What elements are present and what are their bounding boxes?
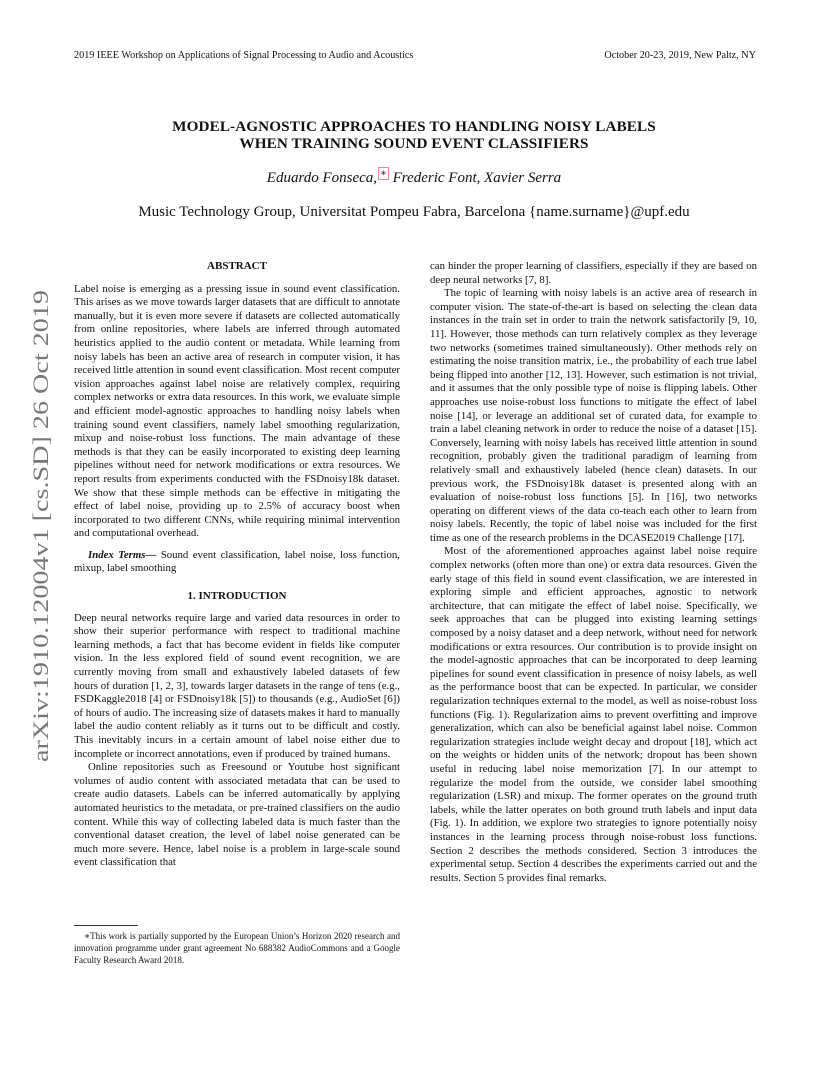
title-line-2: WHEN TRAINING SOUND EVENT CLASSIFIERS [239,135,589,152]
author-first: Eduardo Fonseca, [266,170,378,186]
index-terms-label: Index Terms— [88,548,157,561]
arxiv-sidebar-svg [16,290,60,762]
intro-paragraph-4: Most of the aforementioned approaches against label noise require complex networks (often more than one) or extra data resources. Given the early stage of this field in sound event classification, we are interested in exploring simple and efficient approaches, agnostic to network architecture, that can mitigate the effect of label noise. Specifically, we seek approaches that can be plugged into existing learning settings composed by a noisy dataset and a deep network, without need for network modifications or extra resources. Our contribution is to provide insight on the model-agnostic approaches that can be incorporated to deep learning pipelines for sound event classification in presence of noisy labels, as well as the performance boost that can be expected. In particular, we consider regularization techniques external to the model, as well as noise-robust loss functions (Fig. 1). Regularization aims to prevent overfitting and improve generalization, which can also be beneficial against label noise. Common regularization strategies include weight decay and dropout [18], which act on the weights or hidden units of the network; dropout has been shown useful in reducing label noise memorization [7]. In our attempt to regularize the model from the outside, we consider label smoothing regularization (LSR) and mixup. The former operates on the ground truth labels, while the latter operates on both ground truth labels and input data (Fig. 1). In addition, we explore two strategies to ignore potentially noisy instances in the learning process through noise-robust loss functions. Section 2 describes the methods considered. Section 3 introduces the experimental setup. Section 4 describes the experiments carried out and the results. Section 5 provides final remarks. [430,545,757,884]
running-header-left: 2019 IEEE Workshop on Applications of Signal Processing to Audio and Acoustics [74,50,414,61]
section-heading-intro: 1. INTRODUCTION [187,590,287,603]
footnote [74,931,400,966]
paper-title [0,118,828,152]
arxiv-identifier: arXiv:1910.12004v1 [cs.SD] 26 Oct 2019 [28,392,53,762]
title-line-1: MODEL-AGNOSTIC APPROACHES TO HANDLING NOISY LABELS [172,118,656,135]
right-column [430,260,757,885]
intro-paragraph-3: The topic of learning with noisy labels is an active area of research in computer vision. The state-of-the-art is based on selecting the clean data instances in the train set in order to train the network satisfactorily [9, 10, 11]. However, those methods can turn relatively complex as they leverage two networks (sometimes trained simultaneously). Other methods rely on estimating the noise transition matrix, i.e., the probability of each true label being flipped into another [12, 13]. However, such estimation is not trivial, and it assumes that the only possible type of noise is flipping labels. Other approaches use noise-robust loss functions to mitigate the effect of label noise [14], or leverage an additional set of curated data, for example to train a label cleaning network in order to reduce the noise of a dataset [15]. Conversely, learning with noisy labels has received little attention in sound recognition, probably given the traditional paradigm of learning from relatively small and exhaustively labeled (hence clean) datasets. In our previous work, the FSDnoisy18k dataset is presented along with an evaluation of noise-robust loss functions [5]. In [16], two networks operating on different views of the data co-teach each other to learn from noisy labels. Recently, the topic of label noise was included for the first time as one of the research problems in the DCASE2019 Challenge [17]. [430,287,757,544]
abstract-body: Label noise is emerging as a pressing issue in sound event classification. This arises as we move towards larger datasets that are difficult to annotate manually, but it is even more severe if datasets are collected automatically from online repositories, where labels are inferred through automated heuristics applied to the audio content or metadata. While learning from noisy labels has been an active area of research in computer vision, it has received little attention in sound event classification. Most recent computer vision approaches against label noise are relatively complex, requiring complex networks or extra data resources. In this work, we evaluate simple and efficient model-agnostic approaches to handling noisy labels when training sound event classifiers, namely label smoothing regularization, mixup and noise-robust loss functions. The main advantage of these methods is that they can be easily incorporated to existing deep learning pipelines without need for network modifications or extra resources. We report results from experiments conducted with the FSDnoisy18k dataset. We show that these simple methods can be effective in mitigating the effect of label noise, providing up to 2.5% of accuracy boost when incorporated to two different CNNs, while requiring minimal intervention and computational overhead. [74,282,400,540]
intro-paragraph-1: Deep neural networks require large and varied data resources in order to show their superior performance with respect to traditional machine learning methods, a fact that has become evident in fields like computer vision. In the less explored field of sound event recognition, we are currently moving from small and exhaustively labeled datasets of few hours of duration [1, 2, 3], towards larger datasets in the range of tens (e.g., FSDKaggle2018 [4] or FSDnoisy18k [5]) to thousands (e.g., AudioSet [6]) of hours of audio. The increasing size of datasets makes it hard to manually label the audio content reliably as it turns out to be difficult and costly. This inevitably incurs in a certain amount of label noise either due to incomplete or incorrect annotations, even if produced by trained humans. [74,611,401,760]
index-terms-text: Sound event classification, label noise, loss function, mixup, label smoothing [74,548,400,575]
left-column [74,260,400,870]
author-rest: Frederic Font, Xavier Serra [388,170,562,186]
running-header-right: October 20-23, 2019, New Paltz, NY [604,50,756,61]
footnote-link[interactable]: ∗ [380,168,387,179]
arxiv-sidebar [16,290,60,762]
footnote-rule [74,925,138,926]
abstract-heading: ABSTRACT [207,260,267,272]
intro-paragraph-continued: can hinder the proper learning of classifiers, especially if they are based on deep neural networks [7, 8]. [430,260,757,286]
affiliation: Music Technology Group, Universitat Pompeu Fabra, Barcelona {name.surname}@upf.edu [138,204,690,220]
footnote-text: ∗This work is partially supported by the European Union’s Horizon 2020 research and innovation programme under grant agreement No 688382 AudioCommons and a Google Faculty Research Award 2018. [74,931,400,965]
index-terms [74,549,400,576]
author-list [0,170,828,187]
intro-paragraph-2: Online repositories such as Freesound or Youtube host significant volumes of audio content with associated metadata that can be used to create audio datasets. Labels can be inferred automatically by applying automated heuristics to the metadata, or pre-trained classifiers on the audio content. While this way of collecting labeled data is much faster than the conventional dataset creation, the level of label noise generated can be much more severe. Hence, label noise is a problem in large-scale sound event classification that [74,761,400,869]
